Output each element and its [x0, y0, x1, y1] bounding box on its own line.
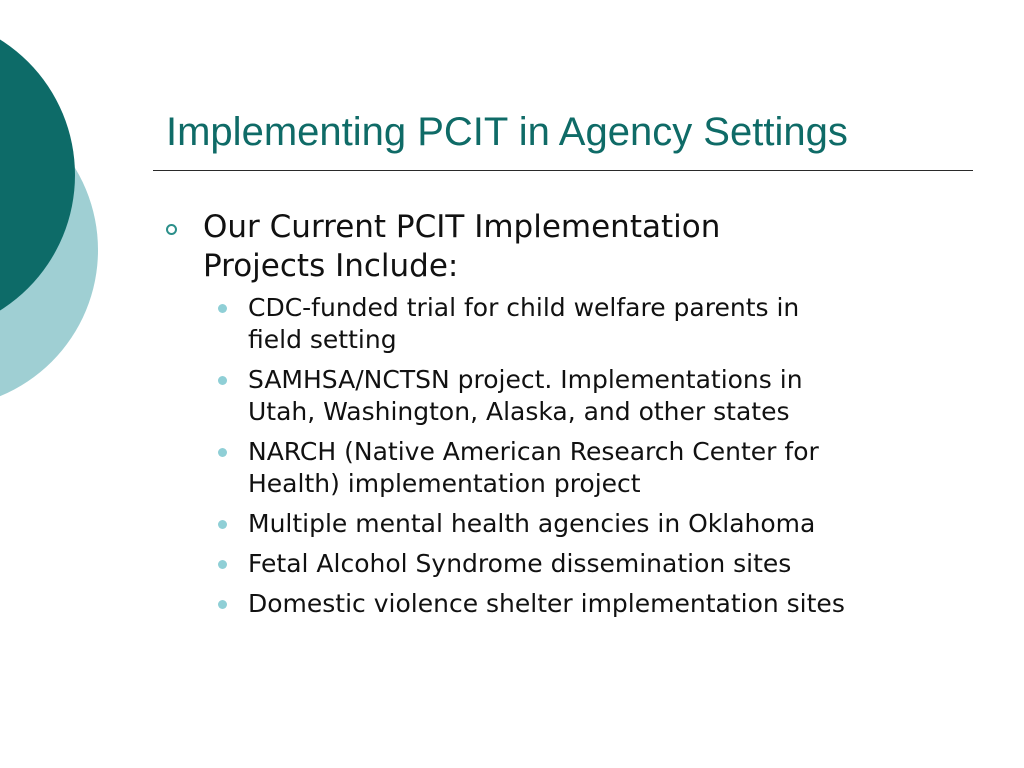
sub-bullet-item: [248, 548, 996, 580]
dot-bullet-icon: [218, 304, 227, 313]
dot-bullet-icon: [218, 448, 227, 457]
sub-bullet-line: Utah, Washington, Alaska, and other states: [248, 397, 790, 426]
dot-bullet-icon: [218, 600, 227, 609]
dot-bullet-icon: [218, 520, 227, 529]
sub-bullet-item: [248, 364, 996, 428]
sub-bullet-line: Health) implementation project: [248, 469, 641, 498]
title-divider: [153, 170, 973, 171]
sub-bullet-line: CDC-funded trial for child welfare parents in: [248, 293, 800, 322]
sub-bullet-line: Multiple mental health agencies in Oklahoma: [248, 509, 816, 538]
dot-bullet-icon: [218, 376, 227, 385]
main-bullet-line-1: Our Current PCIT Implementation: [203, 209, 721, 245]
slide-title: Implementing PCIT in Agency Settings: [166, 110, 848, 154]
sub-bullet-item: [248, 292, 996, 356]
sub-bullet-line: Fetal Alcohol Syndrome dissemination sites: [248, 549, 792, 578]
sub-bullet-line: field setting: [248, 325, 397, 354]
sub-bullet-item: [248, 588, 996, 620]
decorative-circles: [0, 0, 110, 420]
dot-bullet-icon: [218, 560, 227, 569]
slide-body: [166, 208, 996, 628]
sub-bullet-item: [248, 436, 996, 500]
main-bullet-line-2: Projects Include:: [203, 248, 459, 284]
sub-bullet-line: NARCH (Native American Research Center for: [248, 437, 819, 466]
sub-bullet-list: [166, 292, 996, 620]
hollow-circle-bullet-icon: [166, 224, 177, 235]
sub-bullet-line: SAMHSA/NCTSN project. Implementations in: [248, 365, 803, 394]
main-bullet: [166, 208, 996, 286]
sub-bullet-item: [248, 508, 996, 540]
sub-bullet-line: Domestic violence shelter implementation sites: [248, 589, 845, 618]
